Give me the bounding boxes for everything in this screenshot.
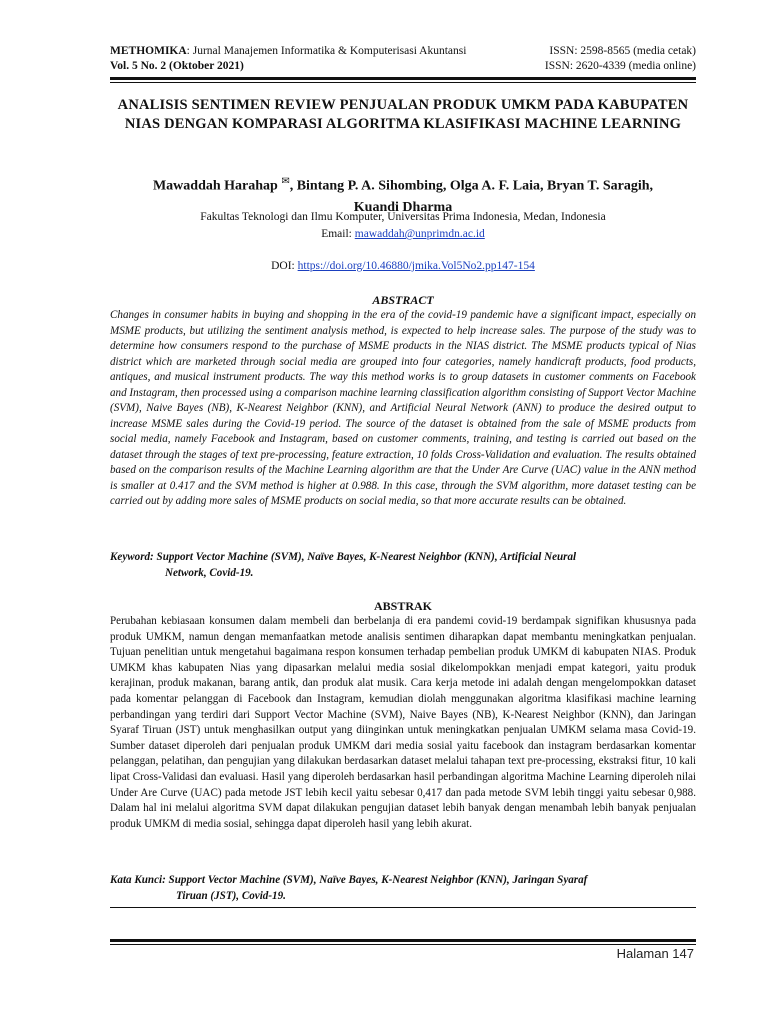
journal-title (110, 44, 466, 59)
email-line (110, 226, 696, 242)
header-row-1 (110, 44, 696, 59)
envelope-icon: ✉ (281, 176, 290, 187)
kata-kunci-line1: Kata Kunci: Support Vector Machine (SVM), Naïve Bayes, K-Nearest Neighbor (KNN), Jaringan Syaraf (110, 874, 588, 886)
doi-line (110, 258, 696, 274)
footer-rule-thin (110, 944, 696, 945)
header-rule-thick (110, 77, 696, 80)
section-divider (110, 907, 696, 908)
journal-volume: Vol. 5 No. 2 (Oktober 2021) (110, 60, 244, 72)
doi-link[interactable]: https://doi.org/10.46880/jmika.Vol5No2.pp147-154 (297, 260, 535, 272)
keywords-line2: Network, Covid-19. (165, 567, 254, 579)
footer-rule-thick (110, 939, 696, 942)
abstract-heading: ABSTRACT (372, 293, 434, 307)
email-link[interactable]: mawaddah@unprimdn.ac.id (354, 228, 485, 240)
issn-print: ISSN: 2598-8565 (media cetak) (549, 45, 696, 57)
abstract-keywords (110, 549, 696, 581)
email-label: Email: (321, 228, 355, 240)
journal-name: METHOMIKA (110, 45, 187, 57)
author-rest-line1: , Bintang P. A. Sihombing, Olga A. F. Laia, Bryan T. Saragih, (289, 178, 654, 194)
abstrak-heading: ABSTRAK (373, 599, 432, 613)
journal-subtitle: : Jurnal Manajemen Informatika & Komputerisasi Akuntansi (186, 45, 467, 57)
issn-online: ISSN: 2620-4339 (media online) (544, 60, 696, 72)
kata-kunci-line2: Tiruan (JST), Covid-19. (176, 890, 286, 902)
abstrak-keywords (110, 872, 696, 904)
header-row-2 (110, 59, 696, 74)
affiliation: Fakultas Teknologi dan Ilmu Komputer, Universitas Prima Indonesia, Medan, Indonesia (200, 211, 606, 223)
keywords-line1: Keyword: Support Vector Machine (SVM), Naïve Bayes, K-Nearest Neighbor (KNN), Artificial Neural (110, 551, 577, 563)
journal-header (110, 44, 696, 74)
author-rest-line2: Kuandi Dharma (353, 199, 453, 215)
paper-title: ANALISIS SENTIMEN REVIEW PENJUALAN PRODUK UMKM PADA KABUPATEN NIAS DENGAN KOMPARASI ALGORITMA KLASIFIKASI MACHINE LEARNING (117, 97, 689, 132)
abstrak-body: Perubahan kebiasaan konsumen dalam membeli dan berbelanja di era pandemi covid-19 berdampak signifikan khususnya pada produk UMKM, namun dengan memanfaatkan metode analisis sentimen diharapkan dapat membantu meningkatkan penjualan. Tujuan penelitian untuk mengetahui bagaimana respon konsumen terhadap pembelian produk UMKM di kabupaten NIAS. Produk UMKM khas kabupaten Nias yang dipasarkan melalui media sosial dikelompokkan menjadi empat kategori, yaitu produk kerajinan, produk makanan, barang antik, dan produk alat musik. Cara kerja metode ini adalah dengan mengelompokkan dataset pada komentar pelanggan di Facebook dan Instagram, kemudian diolah menggunakan algoritma klasifikasi machine learning perbandingan yang terdiri dari Support Vector Machine (SVM), Naive Bayes (NB), K-Nearest Neighbor (KNN), dan Jaringan Syaraf Tiruan (JST) untuk menghasilkan output yang diinginkan untuk meningkatkan penjualan UMKM selama masa Covid-19. Sumber dataset diperoleh dari penjualan produk UMKM dari media sosial yaitu facebook dan instagram berdasarkan komentar pelanggan, pelatihan, dan pengujian yang dilakukan berdasarkan dataset melalui tahapan text pre-processing, ekstraksi fitur, 10 kali lipat Cross-Validasi dan evaluasi. Hasil yang diperoleh berdasarkan hasil perbandingan algoritma Machine Learning diperoleh nilai Under Are Curve (UAC) pada metode JST lebih kecil yaitu sebesar 0,417 dan pada metode SVM lebih tinggi yaitu sebesar 0,988. Dalam hal ini melalui algoritma SVM dapat dilakukan pengujian dataset lebih banyak dengan menambah lebih banyak penjualan produk UMKM di media sosial, sehingga dapat diperoleh hasil yang lebih akurat. (110, 615, 696, 830)
author-first: Mawaddah Harahap (152, 178, 278, 194)
header-rule-thin (110, 82, 696, 83)
page-number: Halaman 147 (616, 946, 694, 961)
abstract-body: Changes in consumer habits in buying and shopping in the era of the covid-19 pandemic have a significant impact, especially on MSME products, but utilizing the sentiment analysis method, is expected to help increase sales. The purpose of the study was to determine how consumers respond to the purchase of MSME products in the NIAS district. The MSME products typical of Nias district which are marketed through social media are grouped into four categories, namely handicraft products, food products, antiques, and musical instrument products. The way this method works is to group datasets in customer comments on Facebook and Instagram, then processed using a comparison machine learning classification algorithm consisting of Support Vector Machine (SVM), Naive Bayes (NB), K-Nearest Neighbor (KNN), and Artificial Neural Network (ANN) to produce the desired output to increase MSME sales during the Covid-19 period. The source of the dataset is obtained from the sale of MSME products from social media, namely Facebook and Instagram, based on customer comments, training, and testing is carried out based on the dataset through the stages of text pre-processing, feature extraction, 10 folds Cross-Validation and evaluation. The results obtained based on the comparison results of the Machine Learning algorithm are that the Under Are Curve (UAC) value in the ANN method is smaller at 0.417 and the SVM method is higher at 0.988. In this case, through the SVM algorithm, more dataset testing can be carried out by adding more sales of MSME products on social media, so that more accurate results can be obtained. (110, 309, 696, 507)
doi-label: DOI: (271, 260, 298, 272)
